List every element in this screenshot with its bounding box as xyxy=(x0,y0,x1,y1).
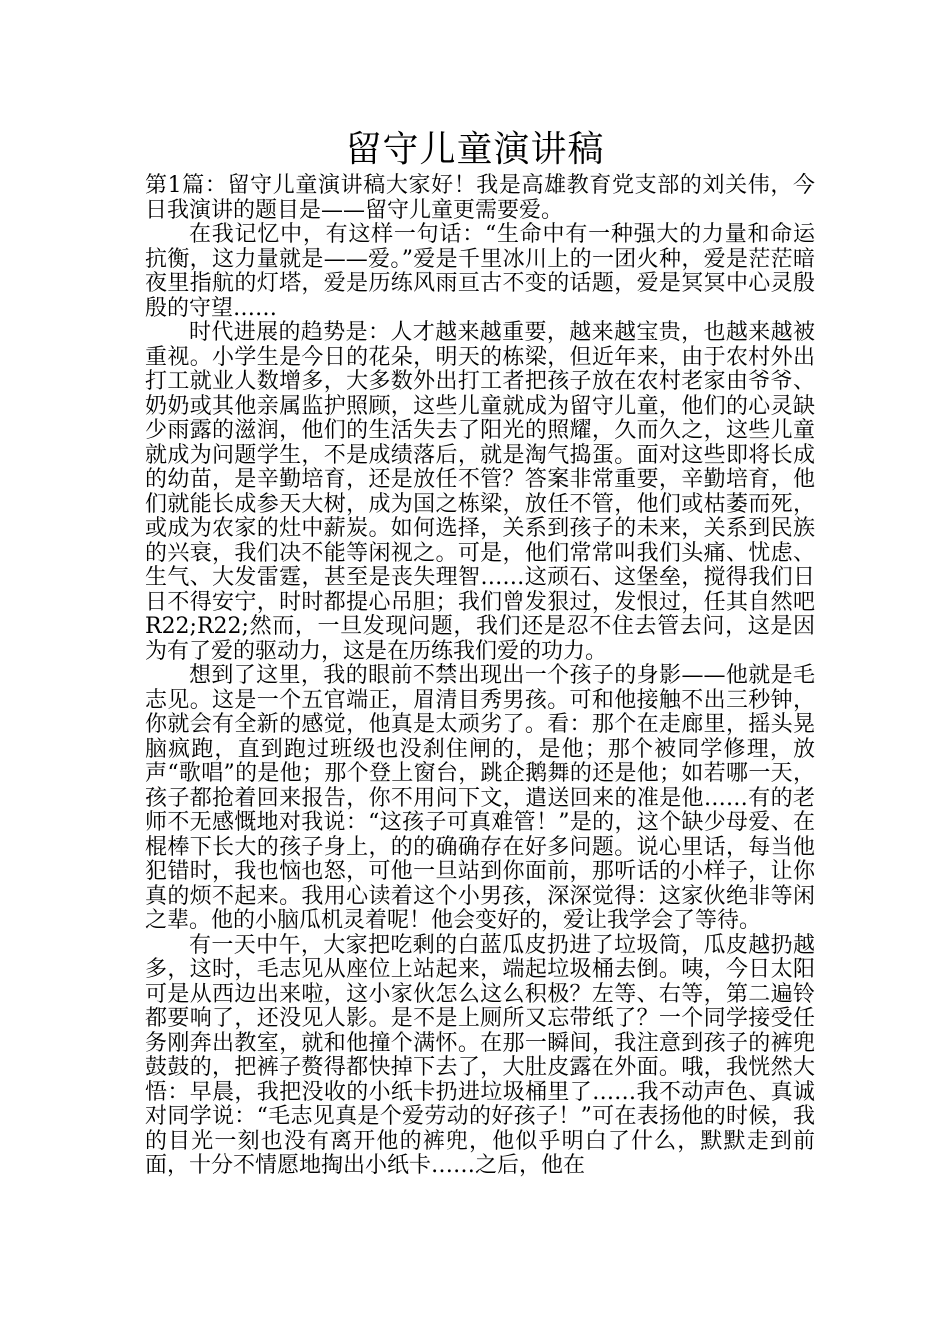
document-body xyxy=(145,174,815,1179)
paragraph-intro: 第1篇：留守儿童演讲稿大家好！我是高雄教育党支部的刘关伟，今日我演讲的题目是——留守儿童更需要爱。 xyxy=(145,173,815,223)
paragraph-left-behind-children: 时代进展的趋势是：人才越来越重要，越来越宝贵，也越来越被重视。小学生是今日的花朵，明天的栋梁，但近年来，由于农村外出打工就业人数增多，大多数外出打工者把孩子放在农村老家由爷爷、奶奶或其他亲属监护照顾，这些儿童就成为留守儿童，他们的心灵缺少雨露的滋润，他们的生活失去了阳光的照耀，久而久之，这些儿童就成为问题学生，不是成绩落后，就是淘气捣蛋。面对这些即将长成的幼苗，是辛勤培育，还是放任不管？答案非常重要，辛勤培育，他们就能长成参天大树，成为国之栋梁，放任不管，他们或枯萎而死，或成为农家的灶中薪炭。如何选择，关系到孩子的未来，关系到民族的兴衰，我们决不能等闲视之。可是，他们常常叫我们头痛、忧虑、生气、大发雷霆，甚至是丧失理智……这顽石、这堡垒，搅得我们日日不得安宁，时时都提心吊胆；我们曾发狠过，发恨过，任其自然吧R22;R22;然而，一旦发现问题，我们还是忍不住去管去问，这是因为有了爱的驱动力，这是在历练我们爱的功力。 xyxy=(145,320,815,664)
document-title: 留守儿童演讲稿 xyxy=(345,129,605,170)
paragraph-love-quote: 在我记忆中，有这样一句话：“生命中有一种强大的力量和命运抗衡，这力量就是——爱。”爱是千里冰川上的一团火种，爱是茫茫暗夜里指航的灯塔，爱是历练风雨亘古不变的话题，爱是冥冥中心灵殷殷的守望…… xyxy=(145,222,815,321)
paragraph-mao-zhijian: 想到了这里，我的眼前不禁出现出一个孩子的身影——他就是毛志见。这是一个五官端正，眉清目秀男孩。可和他接触不出三秒钟，你就会有全新的感觉，他真是太顽劣了。看：那个在走廊里，摇头晃脑疯跑，直到跑过班级也没刹住闸的，是他；那个被同学修理，放声“歌唱”的是他；那个登上窗台，跳企鹅舞的还是他；如若哪一天，孩子都抢着回来报告，你不用问下文，遣送回来的准是他……有的老师不无感慨地对我说：“这孩子可真难管！”是的，这个缺少母爱、在棍棒下长大的孩子身上，的的确确存在好多问题。说心里话，每当他犯错时，我也恼也怒，可他一旦站到你面前，那听话的小样子，让你真的烦不起来。我用心读着这个小男孩，深深觉得：这家伙绝非等闲之辈。他的小脑瓜机灵着呢！他会变好的，爱让我学会了等待。 xyxy=(145,663,815,933)
paragraph-one-noon: 有一天中午，大家把吃剩的白蓝瓜皮扔进了垃圾筒，瓜皮越扔越多，这时，毛志见从座位上站起来，端起垃圾桶去倒。咦，今日太阳可是从西边出来啦，这小家伙怎么这么积极？左等、右等，第二遍铃都要响了，还没见人影。是不是上厕所又忘带纸了？一个同学接受任务刚奔出教室，就和他撞个满怀。在那一瞬间，我注意到孩子的裤兜鼓鼓的，把裤子赘得都快掉下去了，大肚皮露在外面。哦，我恍然大悟：早晨，我把没收的小纸卡扔进垃圾桶里了……我不动声色、真诚对同学说：“毛志见真是个爱劳动的好孩子！”可在表扬他的时候，我的目光一刻也没有离开他的裤兜，他似乎明白了什么，默默走到前面，十分不情愿地掏出小纸卡……之后，他在 xyxy=(145,932,815,1178)
